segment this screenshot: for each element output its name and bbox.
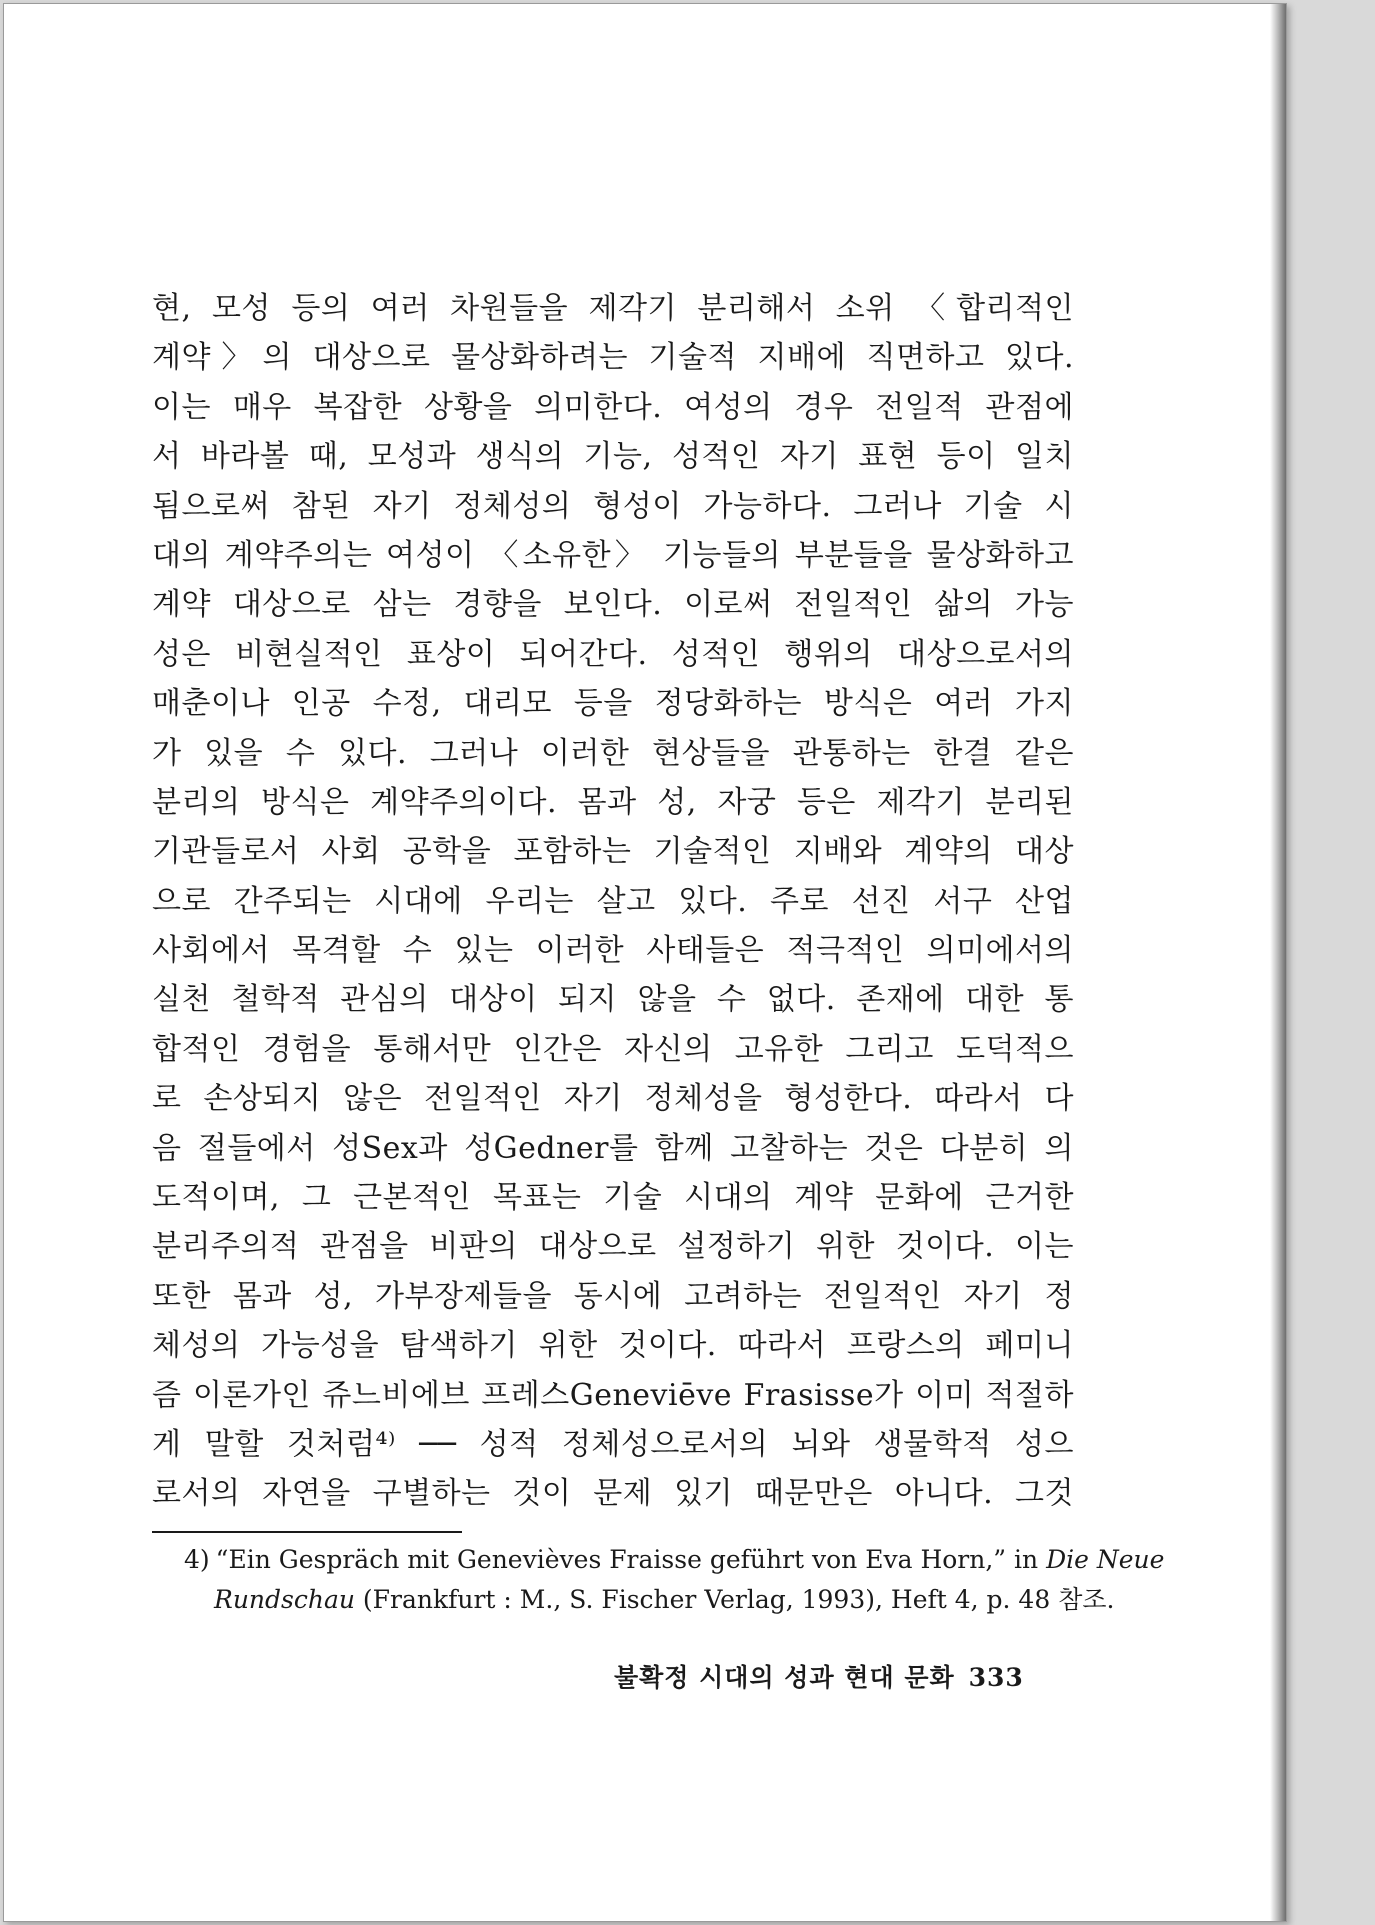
footnote-line-1 xyxy=(184,1540,1165,1580)
body-line: 현, 모성 등의 여러 차원들을 제각기 분리해서 소위 〈합리적인 xyxy=(152,291,1074,326)
page-edge-shadow xyxy=(1270,4,1286,1921)
footnote-divider xyxy=(152,1531,462,1533)
body-line: 분리주의적 관점을 비판의 대상으로 설정하기 위한 것이다. 이는 xyxy=(152,1229,1074,1265)
body-line: 가 있을 수 있다. 그러나 이러한 현상들을 관통하는 한결 같은 xyxy=(152,735,1074,771)
body-line: 사회에서 목격할 수 있는 이러한 사태들은 적극적인 의미에서의 xyxy=(152,933,1074,969)
body-line: 로 손상되지 않은 전일적인 자기 정체성을 형성한다. 따라서 다 xyxy=(152,1081,1074,1117)
body-line: 으로 간주되는 시대에 우리는 살고 있다. 주로 선진 서구 산업 xyxy=(152,883,1074,919)
body-line: 됨으로써 참된 자기 정체성의 형성이 가능하다. 그러나 기술 시 xyxy=(152,488,1074,524)
body-line: 도적이며, 그 근본적인 목표는 기술 시대의 계약 문화에 근거한 xyxy=(152,1180,1074,1216)
book-page xyxy=(3,3,1287,1922)
footnote xyxy=(184,1540,1165,1620)
body-line: 실천 철학적 관심의 대상이 되지 않을 수 없다. 존재에 대한 통 xyxy=(152,982,1074,1018)
body-line: 분리의 방식은 계약주의이다. 몸과 성, 자궁 등은 제각기 분리된 xyxy=(152,784,1074,820)
footnote-publication: (Frankfurt : M., S. Fischer Verlag, 1993), Heft 4, p. 48 참조. xyxy=(354,1585,1115,1614)
footnote-journal-title-cont: Rundschau xyxy=(214,1585,355,1614)
footnote-citation: “Ein Gespräch mit Genevièves Fraisse geführt von Eva Horn,” in xyxy=(215,1545,1047,1574)
body-line: 합적인 경험을 통해서만 인간은 자신의 고유한 그리고 도덕적으 xyxy=(152,1031,1074,1067)
footnote-line-2 xyxy=(184,1580,1115,1620)
body-line: 체성의 가능성을 탐색하기 위한 것이다. 따라서 프랑스의 페미니 xyxy=(152,1328,1074,1364)
body-line: 계약〉의 대상으로 물상화하려는 기술적 지배에 직면하고 있다. xyxy=(152,340,1074,376)
body-line: 대의 계약주의는 여성이 〈소유한〉 기능들의 부분들을 물상화하고 xyxy=(152,537,1074,573)
body-line: 이는 매우 복잡한 상황을 의미한다. 여성의 경우 전일적 관점에 xyxy=(152,389,1074,425)
body-line: 계약 대상으로 삼는 경향을 보인다. 이로써 전일적인 삶의 가능 xyxy=(152,587,1074,623)
body-line: 매춘이나 인공 수정, 대리모 등을 정당화하는 방식은 여러 가지 xyxy=(152,686,1074,722)
body-line: 또한 몸과 성, 가부장제들을 동시에 고려하는 전일적인 자기 정 xyxy=(152,1278,1074,1314)
body-line: 성은 비현실적인 표상이 되어간다. 성적인 행위의 대상으로서의 xyxy=(152,636,1074,672)
body-text xyxy=(152,284,1074,1519)
body-line: 게 말할 것처럼⁴⁾ ── 성적 정체성으로서의 뇌와 생물학적 성으 xyxy=(152,1426,1074,1462)
running-footer-title: 불확정 시대의 성과 현대 문화 xyxy=(614,1663,955,1692)
footnote-number: 4) xyxy=(184,1545,210,1574)
footnote-journal-title: Die Neue xyxy=(1046,1545,1165,1574)
body-line: 즘 이론가인 쥬느비에브 프레스Geneviēve Frasisse가 이미 적절하 xyxy=(152,1377,1074,1413)
page-number: 333 xyxy=(968,1663,1024,1692)
body-line: 기관들로서 사회 공학을 포함하는 기술적인 지배와 계약의 대상 xyxy=(152,834,1074,870)
running-footer xyxy=(614,1658,1024,1694)
body-line: 로서의 자연을 구별하는 것이 문제 있기 때문만은 아니다. 그것 xyxy=(152,1476,1074,1512)
body-line: 음 절들에서 성Sex과 성Gedner를 함께 고찰하는 것은 다분히 의 xyxy=(152,1130,1074,1166)
body-line: 서 바라볼 때, 모성과 생식의 기능, 성적인 자기 표현 등이 일치 xyxy=(152,439,1074,475)
